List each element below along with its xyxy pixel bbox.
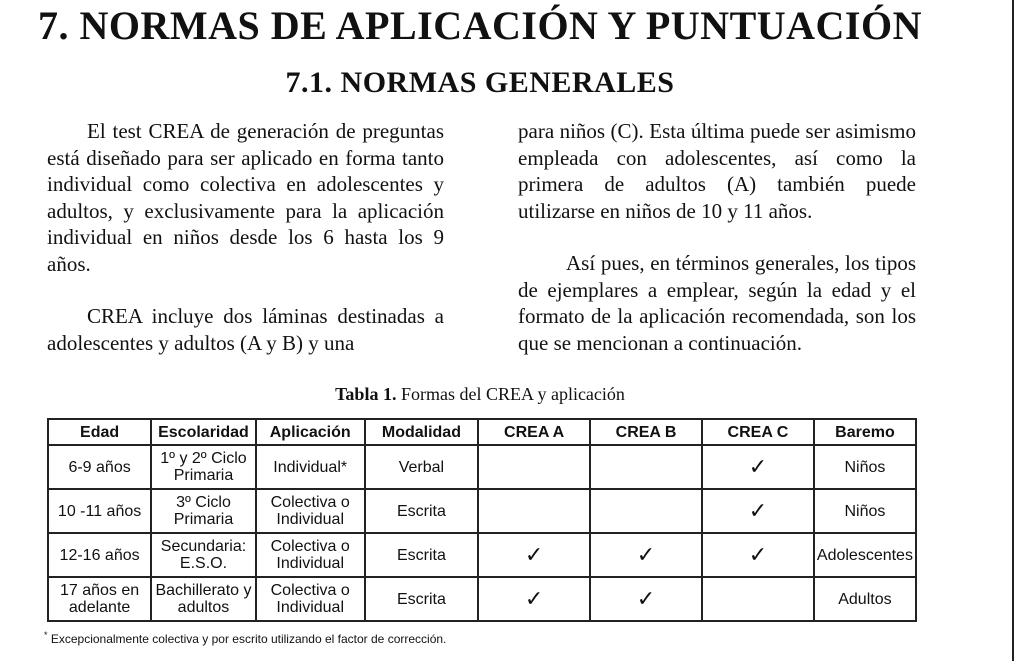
cell-modalidad: Verbal [365,445,479,489]
cell-baremo: Adolescentes [814,533,916,577]
header-baremo: Baremo [814,419,916,445]
left-text-column [47,118,444,356]
cell-aplicacion: Colectiva o Individual [256,489,365,533]
cell-edad: 10 -11 años [48,489,151,533]
cell-aplicacion: Colectiva o Individual [256,533,365,577]
cell-crea-c: ✓ [702,489,814,533]
right-paragraph-2: Así pues, en términos generales, los tipos de ejemplares a emplear, según la edad y el formato de la aplicación recomendada, son los que se mencionan a continuación. [518,251,916,355]
header-crea-b: CREA B [590,419,702,445]
cell-modalidad: Escrita [365,533,479,577]
cell-crea-c: ✓ [702,533,814,577]
header-edad: Edad [48,419,151,445]
cell-modalidad: Escrita [365,577,479,621]
cell-modalidad: Escrita [365,489,479,533]
cell-crea-c: ✓ [702,445,814,489]
cell-crea-b [590,445,702,489]
forms-table [47,418,917,622]
cell-edad: 12-16 años [48,533,151,577]
section-heading: 7. NORMAS DE APLICACIÓN Y PUNTUACIÓN [38,3,922,48]
cell-crea-c [702,577,814,621]
cell-crea-a: ✓ [478,533,590,577]
right-paragraph-1: para niños (C). Esta última puede ser asimismo empleada con adolescentes, así como la primera de adultos (A) también puede utilizarse en niños de 10 y 11 años. [518,119,916,223]
cell-crea-b: ✓ [590,533,702,577]
table-caption-text: Formas del CREA y aplicación [396,384,625,404]
cell-crea-a: ✓ [478,577,590,621]
subsection-heading: 7.1. NORMAS GENERALES [285,66,675,99]
table-row [48,577,916,621]
cell-aplicacion: Colectiva o Individual [256,577,365,621]
cell-crea-a [478,445,590,489]
cell-escolaridad: 1º y 2º Ciclo Primaria [151,445,256,489]
header-crea-a: CREA A [478,419,590,445]
cell-crea-b [590,489,702,533]
cell-crea-a [478,489,590,533]
cell-escolaridad: Bachillerato y adultos [151,577,256,621]
header-aplicacion: Aplicación [256,419,365,445]
cell-baremo: Niños [814,445,916,489]
table-footnote [44,630,446,646]
left-paragraph-2: CREA incluye dos láminas destinadas a adolescentes y adultos (A y B) y una [47,304,444,355]
footnote-text: Excepcionalmente colectiva y por escrito utilizando el factor de corrección. [47,632,447,646]
cell-edad: 6-9 años [48,445,151,489]
table-row [48,489,916,533]
cell-crea-b: ✓ [590,577,702,621]
table-caption [0,384,960,405]
table-caption-label: Tabla 1. [335,384,397,404]
header-escolaridad: Escolaridad [151,419,256,445]
left-paragraph-1: El test CREA de generación de preguntas está diseñado para ser aplicado en forma tanto individual como colectiva en adolescentes y adultos, y exclusivamente para la aplicación individual en niños desde los 6 hasta los 9 años. [47,119,444,276]
page-edge-rule [1012,0,1014,661]
footnote-marker: * [44,630,48,640]
cell-edad: 17 años en adelante [48,577,151,621]
table-row [48,533,916,577]
cell-aplicacion: Individual* [256,445,365,489]
cell-baremo: Adultos [814,577,916,621]
header-crea-c: CREA C [702,419,814,445]
cell-escolaridad: Secundaria: E.S.O. [151,533,256,577]
right-text-column [518,118,916,356]
header-modalidad: Modalidad [365,419,479,445]
table-header-row [48,419,916,445]
cell-escolaridad: 3º Ciclo Primaria [151,489,256,533]
table-row [48,445,916,489]
cell-baremo: Niños [814,489,916,533]
